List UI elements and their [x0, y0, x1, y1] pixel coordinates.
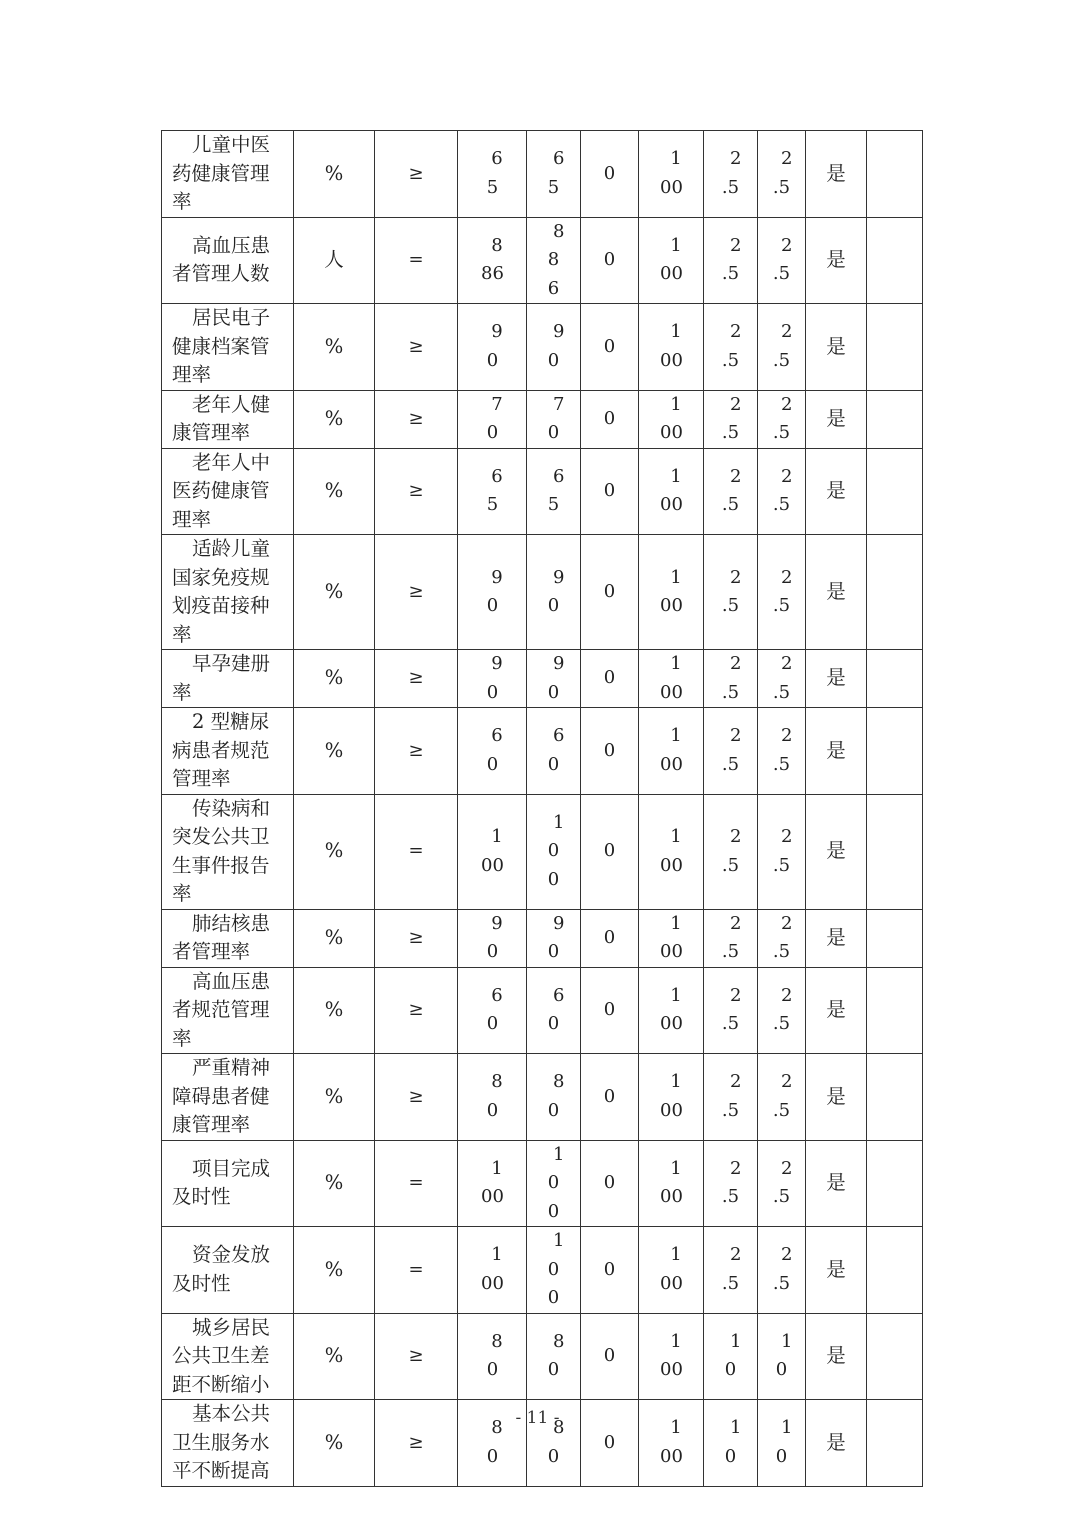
actual-value: 70: [527, 390, 581, 448]
cell-0: 0: [581, 304, 639, 391]
achieved-flag: 是: [806, 1400, 867, 1487]
target-value: 90: [458, 304, 527, 391]
actual-score: 10: [758, 1400, 806, 1487]
actual-value: 80: [527, 1313, 581, 1400]
target-value: 90: [458, 909, 527, 967]
unit: %: [294, 967, 375, 1054]
indicator-name: 资金发放及时性: [162, 1227, 294, 1314]
actual-value: 100: [527, 794, 581, 909]
actual-score: 2.5: [758, 708, 806, 795]
target-value: 60: [458, 708, 527, 795]
achieved-flag: 是: [806, 650, 867, 708]
actual-value: 65: [527, 448, 581, 535]
table-row: [162, 535, 923, 650]
cell-0: 0: [581, 967, 639, 1054]
comparison-operator: ≥: [375, 967, 458, 1054]
actual-score: 10: [758, 1313, 806, 1400]
cell-100: 100: [639, 794, 704, 909]
cell-100: 100: [639, 217, 704, 304]
indicator-name: 高血压患者管理人数: [162, 217, 294, 304]
indicator-name: 项目完成及时性: [162, 1140, 294, 1227]
comparison-operator: ≥: [375, 1400, 458, 1487]
actual-value: 90: [527, 535, 581, 650]
weight-score: 2.5: [704, 909, 758, 967]
table-row: [162, 967, 923, 1054]
unit: 人: [294, 217, 375, 304]
target-value: 80: [458, 1400, 527, 1487]
comparison-operator: ≥: [375, 909, 458, 967]
table-row: [162, 217, 923, 304]
indicator-name: 适龄儿童国家免疫规划疫苗接种率: [162, 535, 294, 650]
table-row: [162, 448, 923, 535]
actual-value: 100: [527, 1227, 581, 1314]
actual-value: 90: [527, 650, 581, 708]
remarks: [867, 217, 923, 304]
remarks: [867, 1054, 923, 1141]
table-row: [162, 794, 923, 909]
target-value: 65: [458, 131, 527, 218]
weight-score: 2.5: [704, 390, 758, 448]
achieved-flag: 是: [806, 1313, 867, 1400]
indicator-name: 居民电子健康档案管理率: [162, 304, 294, 391]
target-value: 100: [458, 1227, 527, 1314]
actual-score: 2.5: [758, 304, 806, 391]
unit: %: [294, 650, 375, 708]
comparison-operator: ≥: [375, 1054, 458, 1141]
actual-score: 2.5: [758, 1227, 806, 1314]
indicator-name: 高血压患者规范管理率: [162, 967, 294, 1054]
actual-score: 2.5: [758, 909, 806, 967]
cell-0: 0: [581, 448, 639, 535]
performance-indicator-table: [161, 130, 923, 1487]
cell-100: 100: [639, 390, 704, 448]
weight-score: 2.5: [704, 304, 758, 391]
achieved-flag: 是: [806, 535, 867, 650]
remarks: [867, 967, 923, 1054]
remarks: [867, 1140, 923, 1227]
actual-score: 2.5: [758, 967, 806, 1054]
indicator-name: 2 型糖尿病患者规范管理率: [162, 708, 294, 795]
unit: %: [294, 390, 375, 448]
table-row: [162, 1227, 923, 1314]
weight-score: 2.5: [704, 1227, 758, 1314]
indicator-name: 基本公共卫生服务水平不断提高: [162, 1400, 294, 1487]
table-body: [162, 131, 923, 1487]
indicator-name: 早孕建册率: [162, 650, 294, 708]
target-value: 70: [458, 390, 527, 448]
actual-value: 90: [527, 909, 581, 967]
actual-score: 2.5: [758, 1140, 806, 1227]
remarks: [867, 1313, 923, 1400]
cell-100: 100: [639, 1400, 704, 1487]
target-value: 65: [458, 448, 527, 535]
target-value: 886: [458, 217, 527, 304]
cell-100: 100: [639, 448, 704, 535]
cell-0: 0: [581, 1400, 639, 1487]
comparison-operator: ≥: [375, 390, 458, 448]
cell-100: 100: [639, 1227, 704, 1314]
remarks: [867, 909, 923, 967]
cell-0: 0: [581, 217, 639, 304]
weight-score: 2.5: [704, 131, 758, 218]
target-value: 100: [458, 1140, 527, 1227]
unit: %: [294, 131, 375, 218]
cell-100: 100: [639, 967, 704, 1054]
remarks: [867, 448, 923, 535]
cell-0: 0: [581, 131, 639, 218]
achieved-flag: 是: [806, 390, 867, 448]
cell-100: 100: [639, 535, 704, 650]
table-row: [162, 708, 923, 795]
actual-value: 80: [527, 1054, 581, 1141]
weight-score: 2.5: [704, 650, 758, 708]
achieved-flag: 是: [806, 708, 867, 795]
weight-score: 2.5: [704, 1140, 758, 1227]
remarks: [867, 708, 923, 795]
achieved-flag: 是: [806, 967, 867, 1054]
achieved-flag: 是: [806, 1140, 867, 1227]
achieved-flag: 是: [806, 217, 867, 304]
comparison-operator: ≥: [375, 304, 458, 391]
weight-score: 2.5: [704, 708, 758, 795]
actual-score: 2.5: [758, 217, 806, 304]
indicator-name: 肺结核患者管理率: [162, 909, 294, 967]
weight-score: 2.5: [704, 535, 758, 650]
table-row: [162, 1313, 923, 1400]
table-row: [162, 390, 923, 448]
comparison-operator: ≥: [375, 708, 458, 795]
remarks: [867, 535, 923, 650]
weight-score: 2.5: [704, 794, 758, 909]
achieved-flag: 是: [806, 448, 867, 535]
indicator-name: 儿童中医药健康管理率: [162, 131, 294, 218]
indicator-name: 传染病和突发公共卫生事件报告率: [162, 794, 294, 909]
target-value: 80: [458, 1313, 527, 1400]
comparison-operator: =: [375, 1227, 458, 1314]
achieved-flag: 是: [806, 131, 867, 218]
remarks: [867, 131, 923, 218]
cell-100: 100: [639, 131, 704, 218]
unit: %: [294, 304, 375, 391]
achieved-flag: 是: [806, 304, 867, 391]
unit: %: [294, 708, 375, 795]
unit: %: [294, 909, 375, 967]
actual-score: 2.5: [758, 535, 806, 650]
comparison-operator: =: [375, 794, 458, 909]
cell-0: 0: [581, 1313, 639, 1400]
achieved-flag: 是: [806, 1054, 867, 1141]
unit: %: [294, 1313, 375, 1400]
comparison-operator: ≥: [375, 650, 458, 708]
comparison-operator: =: [375, 217, 458, 304]
weight-score: 2.5: [704, 217, 758, 304]
actual-value: 80: [527, 1400, 581, 1487]
target-value: 60: [458, 967, 527, 1054]
cell-0: 0: [581, 1227, 639, 1314]
unit: %: [294, 1227, 375, 1314]
target-value: 90: [458, 535, 527, 650]
cell-0: 0: [581, 1054, 639, 1141]
achieved-flag: 是: [806, 1227, 867, 1314]
weight-score: 10: [704, 1313, 758, 1400]
weight-score: 2.5: [704, 448, 758, 535]
achieved-flag: 是: [806, 794, 867, 909]
cell-0: 0: [581, 708, 639, 795]
indicator-name: 严重精神障碍患者健康管理率: [162, 1054, 294, 1141]
table-row: [162, 1140, 923, 1227]
table-row: [162, 304, 923, 391]
page-number: - 11 -: [515, 1408, 560, 1428]
achieved-flag: 是: [806, 909, 867, 967]
comparison-operator: ≥: [375, 1313, 458, 1400]
unit: %: [294, 1400, 375, 1487]
weight-score: 10: [704, 1400, 758, 1487]
actual-value: 60: [527, 967, 581, 1054]
target-value: 100: [458, 794, 527, 909]
actual-score: 2.5: [758, 448, 806, 535]
cell-0: 0: [581, 650, 639, 708]
cell-100: 100: [639, 304, 704, 391]
comparison-operator: ≥: [375, 535, 458, 650]
remarks: [867, 1227, 923, 1314]
remarks: [867, 304, 923, 391]
table-row: [162, 1054, 923, 1141]
cell-0: 0: [581, 1140, 639, 1227]
cell-0: 0: [581, 794, 639, 909]
unit: %: [294, 1140, 375, 1227]
unit: %: [294, 794, 375, 909]
weight-score: 2.5: [704, 967, 758, 1054]
actual-score: 2.5: [758, 1054, 806, 1141]
unit: %: [294, 535, 375, 650]
actual-value: 90: [527, 304, 581, 391]
cell-0: 0: [581, 909, 639, 967]
indicator-name: 老年人中医药健康管理率: [162, 448, 294, 535]
actual-score: 2.5: [758, 390, 806, 448]
target-value: 90: [458, 650, 527, 708]
indicator-name: 老年人健康管理率: [162, 390, 294, 448]
weight-score: 2.5: [704, 1054, 758, 1141]
comparison-operator: ≥: [375, 448, 458, 535]
cell-100: 100: [639, 909, 704, 967]
actual-value: 60: [527, 708, 581, 795]
remarks: [867, 390, 923, 448]
cell-100: 100: [639, 650, 704, 708]
table-row: [162, 909, 923, 967]
remarks: [867, 794, 923, 909]
actual-score: 2.5: [758, 794, 806, 909]
target-value: 80: [458, 1054, 527, 1141]
indicator-name: 城乡居民公共卫生差距不断缩小: [162, 1313, 294, 1400]
actual-score: 2.5: [758, 131, 806, 218]
cell-100: 100: [639, 708, 704, 795]
comparison-operator: ≥: [375, 131, 458, 218]
unit: %: [294, 448, 375, 535]
cell-100: 100: [639, 1054, 704, 1141]
actual-value: 65: [527, 131, 581, 218]
cell-100: 100: [639, 1140, 704, 1227]
remarks: [867, 650, 923, 708]
actual-value: 100: [527, 1140, 581, 1227]
table-row: [162, 650, 923, 708]
actual-value: 886: [527, 217, 581, 304]
actual-score: 2.5: [758, 650, 806, 708]
cell-0: 0: [581, 390, 639, 448]
table-row: [162, 131, 923, 218]
cell-0: 0: [581, 535, 639, 650]
cell-100: 100: [639, 1313, 704, 1400]
unit: %: [294, 1054, 375, 1141]
comparison-operator: =: [375, 1140, 458, 1227]
